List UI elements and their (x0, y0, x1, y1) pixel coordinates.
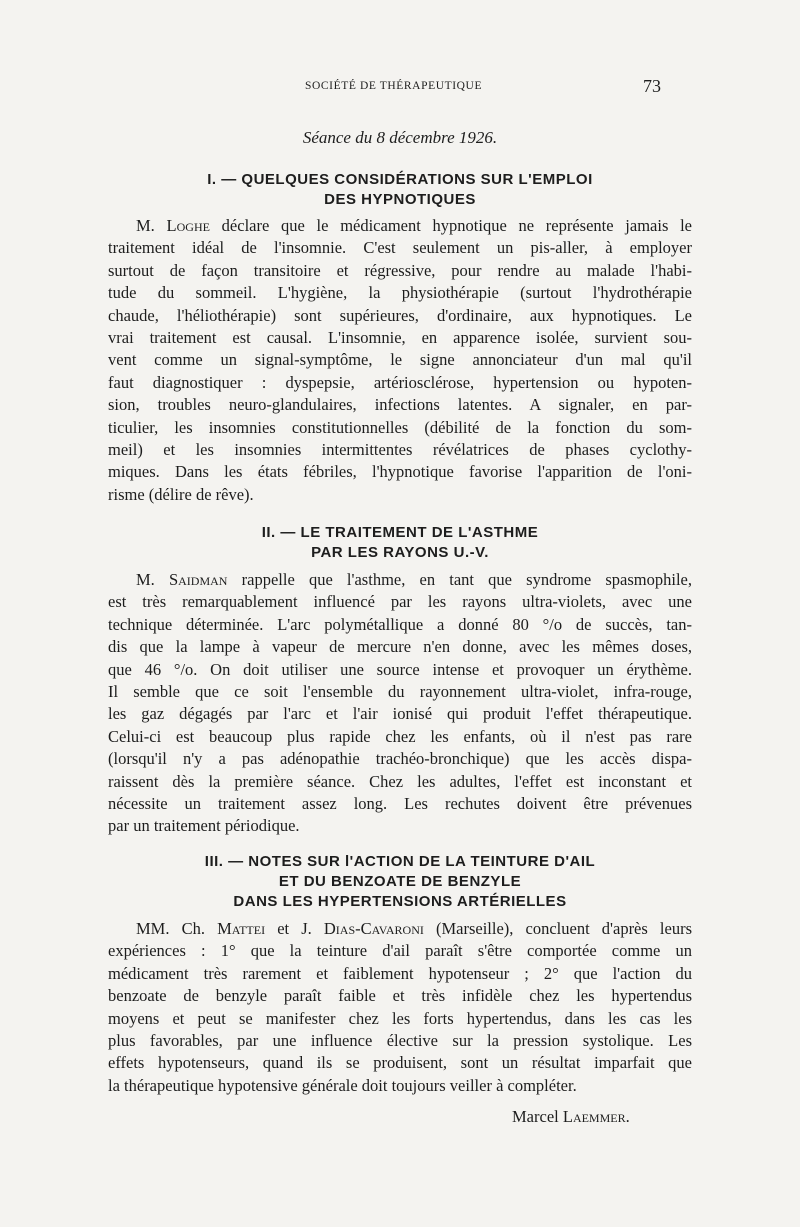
text-line: miques. Dans les états fébriles, l'hypnotique favorise l'apparition de l'oni- (108, 462, 692, 482)
signature-last-name: Laemmer. (562, 1107, 630, 1126)
line-text: rappelle que l'asthme, en tant que syndrome spasmophile, (227, 570, 692, 589)
author-prefix: MM. Ch. (136, 919, 218, 938)
author-name: Saidman (168, 570, 228, 589)
text-line: Il semble que ce soit l'ensemble du rayonnement ultra-violet, infra-rouge, (108, 681, 692, 701)
heading-line: DANS LES HYPERTENSIONS ARTÉRIELLES (233, 893, 567, 910)
text-line: la thérapeutique hypotensive générale doit toujours veiller à compléter. (108, 1075, 577, 1095)
session-date: Séance du 8 décembre 1926. (302, 128, 498, 147)
section-1-text (108, 215, 692, 506)
heading-line: PAR LES RAYONS U.-V. (311, 544, 489, 561)
text-line (108, 215, 692, 237)
text-line: expériences : 1° que la teinture d'ail paraît s'être comportée comme un (108, 941, 692, 961)
running-head-title: SOCIÉTÉ DE THÉRAPEUTIQUE (305, 80, 483, 92)
heading-line: ET DU BENZOATE DE BENZYLE (278, 873, 522, 890)
line-text: déclare que le médicament hypnotique ne représente jamais le (209, 216, 693, 235)
text-line: nécessite un traitement assez long. Les rechutes doivent être prévenues (108, 793, 692, 813)
heading-line: III. — NOTES SUR l'ACTION DE LA TEINTURE D'AIL (204, 853, 596, 870)
text-line: par un traitement périodique. (108, 816, 300, 836)
text-line (108, 918, 692, 940)
author-prefix: M. (136, 216, 167, 235)
line-text: (Marseille), concluent d'après leurs (423, 919, 692, 938)
text-line: (lorsqu'il n'y a pas adénopathie trachéo-bronchique) que les accès dispa- (108, 749, 692, 769)
author-name: Dias-Cavaroni (323, 919, 424, 938)
signature (512, 1107, 630, 1127)
text-line: technique déterminée. L'arc polymétallique a donné 80 °/o de succès, tan- (108, 614, 692, 634)
section-2-heading (100, 523, 700, 563)
text-line: tude du sommeil. L'hygiène, la physiothérapie (surtout l'hydrothérapie (108, 283, 692, 303)
page-number: 73 (643, 76, 661, 96)
running-head (0, 76, 800, 100)
author-joiner: et J. (265, 919, 324, 938)
author-name: Loghe (166, 216, 210, 235)
text-line: les gaz dégagés par l'arc et l'air ionisé qui produit l'effet thérapeutique. (108, 704, 692, 724)
heading-line: I. — QUELQUES CONSIDÉRATIONS SUR L'EMPLOI (207, 171, 593, 188)
section-3-heading (100, 852, 700, 912)
text-line: surtout de façon transitoire et régressive, pour rendre au malade l'habi- (108, 260, 692, 280)
text-line: chaude, l'héliothérapie) sont supérieures, d'ordinaire, aux hypnotiques. Le (108, 305, 692, 325)
text-line: sion, troubles neuro-glandulaires, infections latentes. A signaler, en par- (108, 395, 692, 415)
section-2-text (108, 569, 692, 838)
text-line: Celui-ci est beaucoup plus rapide chez les enfants, où il n'est pas rare (108, 726, 692, 746)
signature-first-name: Marcel (512, 1107, 563, 1126)
text-line: benzoate de benzyle paraît faible et très infidèle chez les hypertendus (108, 986, 692, 1006)
heading-line: II. — LE TRAITEMENT DE L'ASTHME (261, 524, 539, 541)
author-name: Mattei (217, 919, 266, 938)
text-line: que 46 °/o. On doit utiliser une source intense et provoquer un érythème. (108, 659, 692, 679)
text-line: plus favorables, par une influence élective sur la pression systolique. Les (108, 1030, 692, 1050)
text-line: traitement idéal de l'insomnie. C'est seulement un pis-aller, à employer (108, 238, 692, 258)
text-line (108, 569, 692, 591)
text-line: dis que la lampe à vapeur de mercure n'en donne, avec les mêmes doses, (108, 637, 692, 657)
text-line: raissent dès la première séance. Chez les adultes, l'effet est inconstant et (108, 771, 692, 791)
text-line: médicament très rarement et faiblement hypotenseur ; 2° que l'action du (108, 963, 692, 983)
text-line: faut diagnostiquer : dyspepsie, artériosclérose, hypertension ou hypoten- (108, 372, 692, 392)
text-line: risme (délire de rêve). (108, 484, 254, 504)
text-line: moyens et peut se manifester chez les forts hypertendus, dans les cas les (108, 1008, 692, 1028)
section-1-heading (100, 170, 700, 210)
author-prefix: M. (136, 570, 169, 589)
text-line: vent comme un signal-symptôme, le signe annonciateur d'un mal qu'il (108, 350, 692, 370)
heading-line: DES HYPNOTIQUES (324, 191, 476, 208)
text-line: effets hypotenseurs, quand ils se produisent, sont un résultat imparfait que (108, 1053, 692, 1073)
text-line: vrai traitement est causal. L'insomnie, en apparence isolée, survient sou- (108, 327, 692, 347)
text-line: ticulier, les insomnies constitutionnelles (débilité de la fonction du som- (108, 417, 692, 437)
text-line: est très remarquablement influencé par les rayons ultra-violets, avec une (108, 592, 692, 612)
section-3-text (108, 918, 692, 1097)
text-line: meil) et les insomnies intermittentes révélatrices de phases cyclothy- (108, 439, 692, 459)
